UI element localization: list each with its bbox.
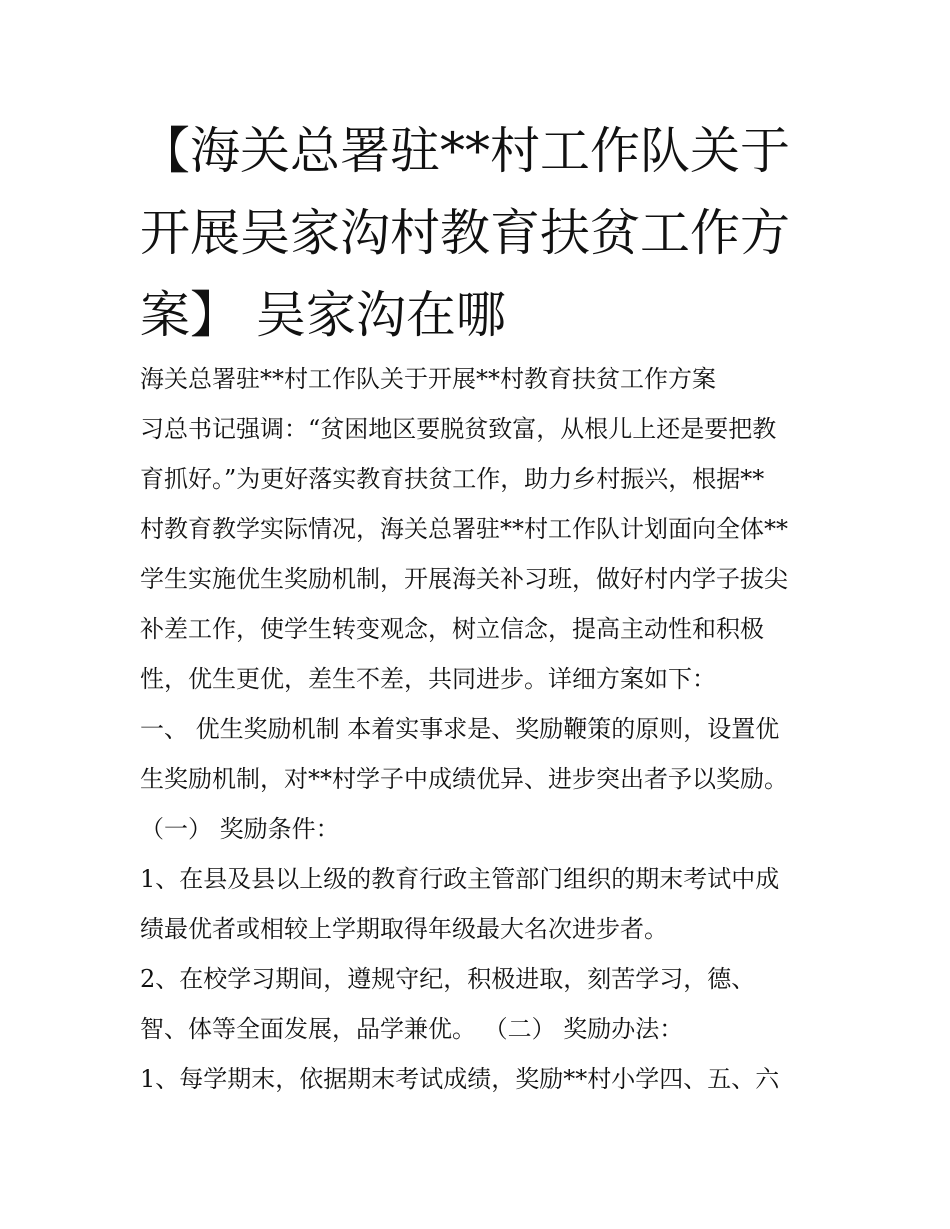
body-line: （一） 奖励条件： (140, 815, 340, 843)
document-title (140, 110, 820, 356)
body-line: 学生实施优生奖励机制，开展海关补习班，做好村内学子拔尖 (140, 565, 788, 593)
body-line: 补差工作，使学生转变观念，树立信念，提高主动性和积极 (140, 615, 764, 643)
body-line: 村教育教学实际情况，海关总署驻**村工作队计划面向全体** (140, 515, 788, 543)
body-line: 绩最优者或相较上学期取得年级最大名次进步者。 (140, 915, 668, 943)
body-line: 习总书记强调：“贫困地区要脱贫致富，从根儿上还是要把教 (140, 415, 777, 443)
body-line: 育抓好。”为更好落实教育扶贫工作，助力乡村振兴，根据** (140, 465, 765, 493)
document-body (140, 354, 830, 1104)
body-line: 生奖励机制，对**村学子中成绩优异、进步突出者予以奖励。 (140, 765, 788, 793)
body-line: 海关总署驻**村工作队关于开展**村教育扶贫工作方案 (140, 365, 716, 393)
body-line: 1、在县及县以上级的教育行政主管部门组织的期末考试中成 (140, 865, 780, 893)
body-line: 智、体等全面发展，品学兼优。 （二） 奖励办法： (140, 1015, 684, 1043)
body-line: 性，优生更优，差生不差，共同进步。详细方案如下： (140, 665, 716, 693)
title-line: 案】 吴家沟在哪 (140, 286, 506, 344)
title-line: 【海关总署驻**村工作队关于 (140, 122, 790, 180)
body-line: 1、每学期末，依据期末考试成绩，奖励**村小学四、五、六 (140, 1065, 780, 1093)
title-line: 开展吴家沟村教育扶贫工作方 (140, 204, 790, 262)
body-line: 2、在校学习期间，遵规守纪，积极进取，刻苦学习，德、 (140, 965, 756, 993)
body-line: 一、 优生奖励机制 本着实事求是、奖励鞭策的原则，设置优 (140, 715, 780, 743)
